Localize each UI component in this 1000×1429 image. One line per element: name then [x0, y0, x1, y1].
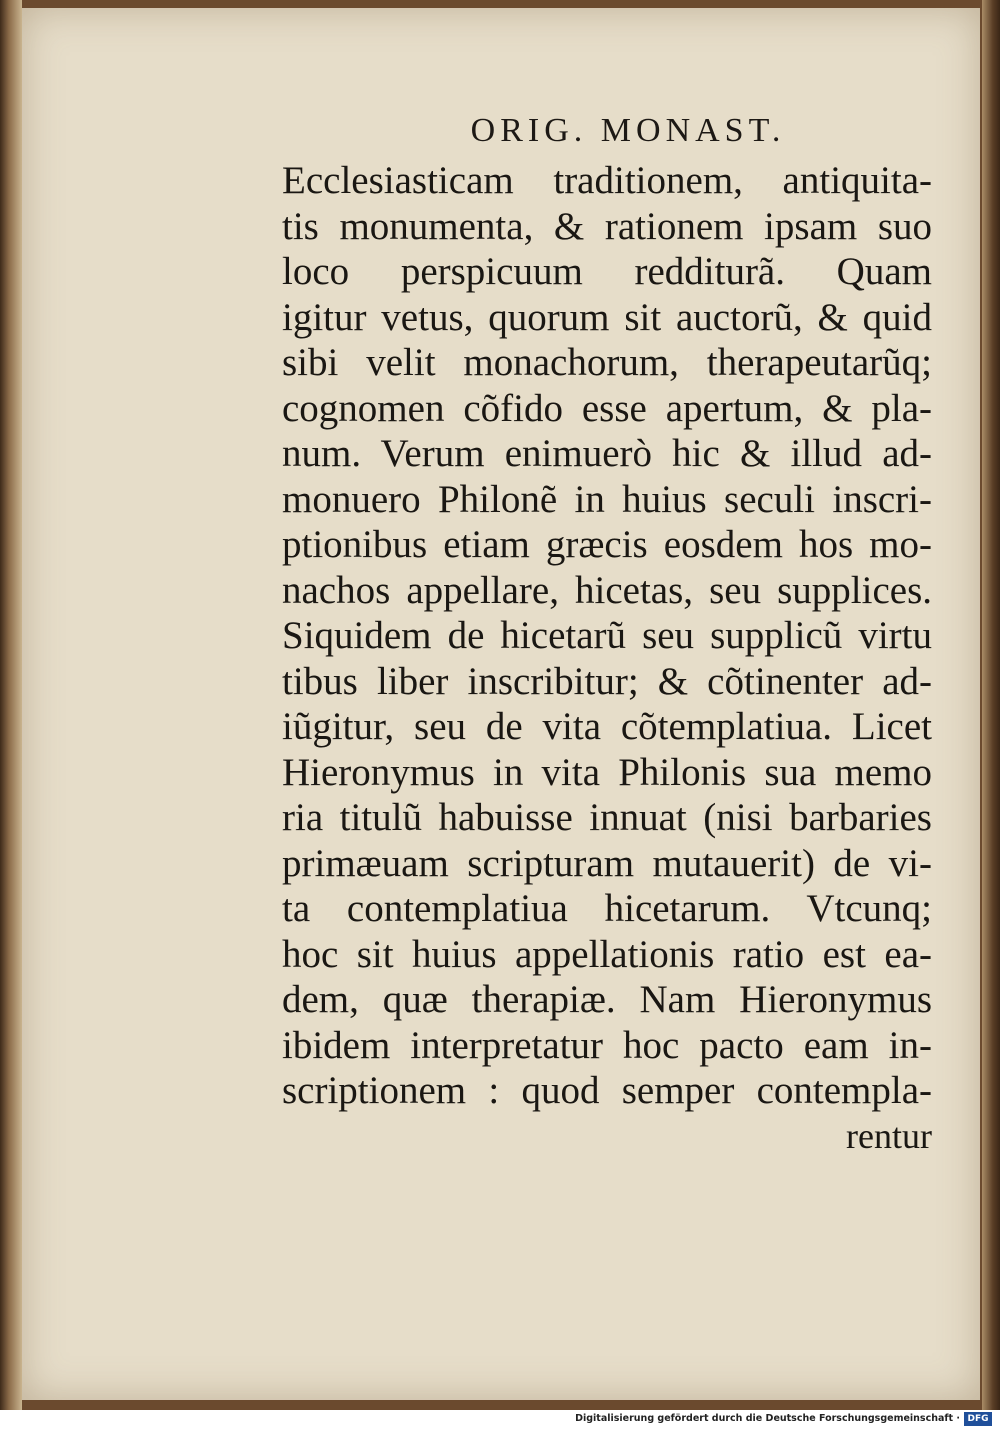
text-line: hoc sit huius appellationis ratio est ea- — [282, 932, 932, 976]
text-line: ibidem interpretatur hoc pacto eam in- — [282, 1023, 932, 1067]
text-line: scriptionem : quod semper contempla- — [282, 1069, 932, 1112]
page-text-block — [282, 108, 962, 1159]
text-line: iũgitur, seu de vita cõtemplatiua. Licet — [282, 705, 932, 748]
text-line: ta contemplatiua hicetarum. Vtcunq; — [282, 887, 932, 930]
text-line: monuero Philonẽ in huius seculi inscri- — [282, 477, 932, 521]
funding-credit: Digitalisierung gefördert durch die Deutsche Forschungsgemeinschaft · — [575, 1413, 960, 1424]
catchword: rentur — [846, 1115, 932, 1156]
text-line: Siquidem de hicetarũ seu supplicũ virtu — [282, 614, 932, 657]
text-line: primæuam scripturam mutauerit) de vi- — [282, 841, 932, 885]
text-line: Hieronymus in vita Philonis sua memo — [282, 750, 932, 794]
text-line: igitur vetus, quorum sit auctorũ, & quid — [282, 295, 932, 339]
text-line: Ecclesiasticam traditionem, antiquita- — [282, 159, 932, 202]
text-line: num. Verum enimuerò hic & illud ad- — [282, 432, 932, 475]
text-body — [282, 158, 962, 1159]
text-line: tis monumenta, & rationem ipsam suo — [282, 204, 932, 248]
text-line: sibi velit monachorum, therapeutarũq; — [282, 341, 932, 384]
text-line: nachos appellare, hicetas, seu supplices. — [282, 568, 932, 612]
text-line: loco perspicuum redditurã. Quam — [282, 250, 932, 293]
book-page — [22, 8, 980, 1400]
text-line: cognomen cõfido esse apertum, & pla- — [282, 386, 932, 430]
book-edge-left — [0, 0, 22, 1410]
text-line: dem, quæ therapiæ. Nam Hieronymus — [282, 978, 932, 1021]
text-line: tibus liber inscribitur; & cõtinenter ad- — [282, 659, 932, 703]
text-line: ptionibus etiam græcis eosdem hos mo- — [282, 523, 932, 566]
book-edge-right — [982, 0, 1000, 1410]
dfg-logo: DFG — [964, 1412, 992, 1426]
running-head: ORIG. MONAST. — [470, 112, 786, 149]
text-line: ria titulũ habuisse innuat (nisi barbaries — [282, 796, 932, 839]
footer-strip — [0, 1410, 1000, 1429]
